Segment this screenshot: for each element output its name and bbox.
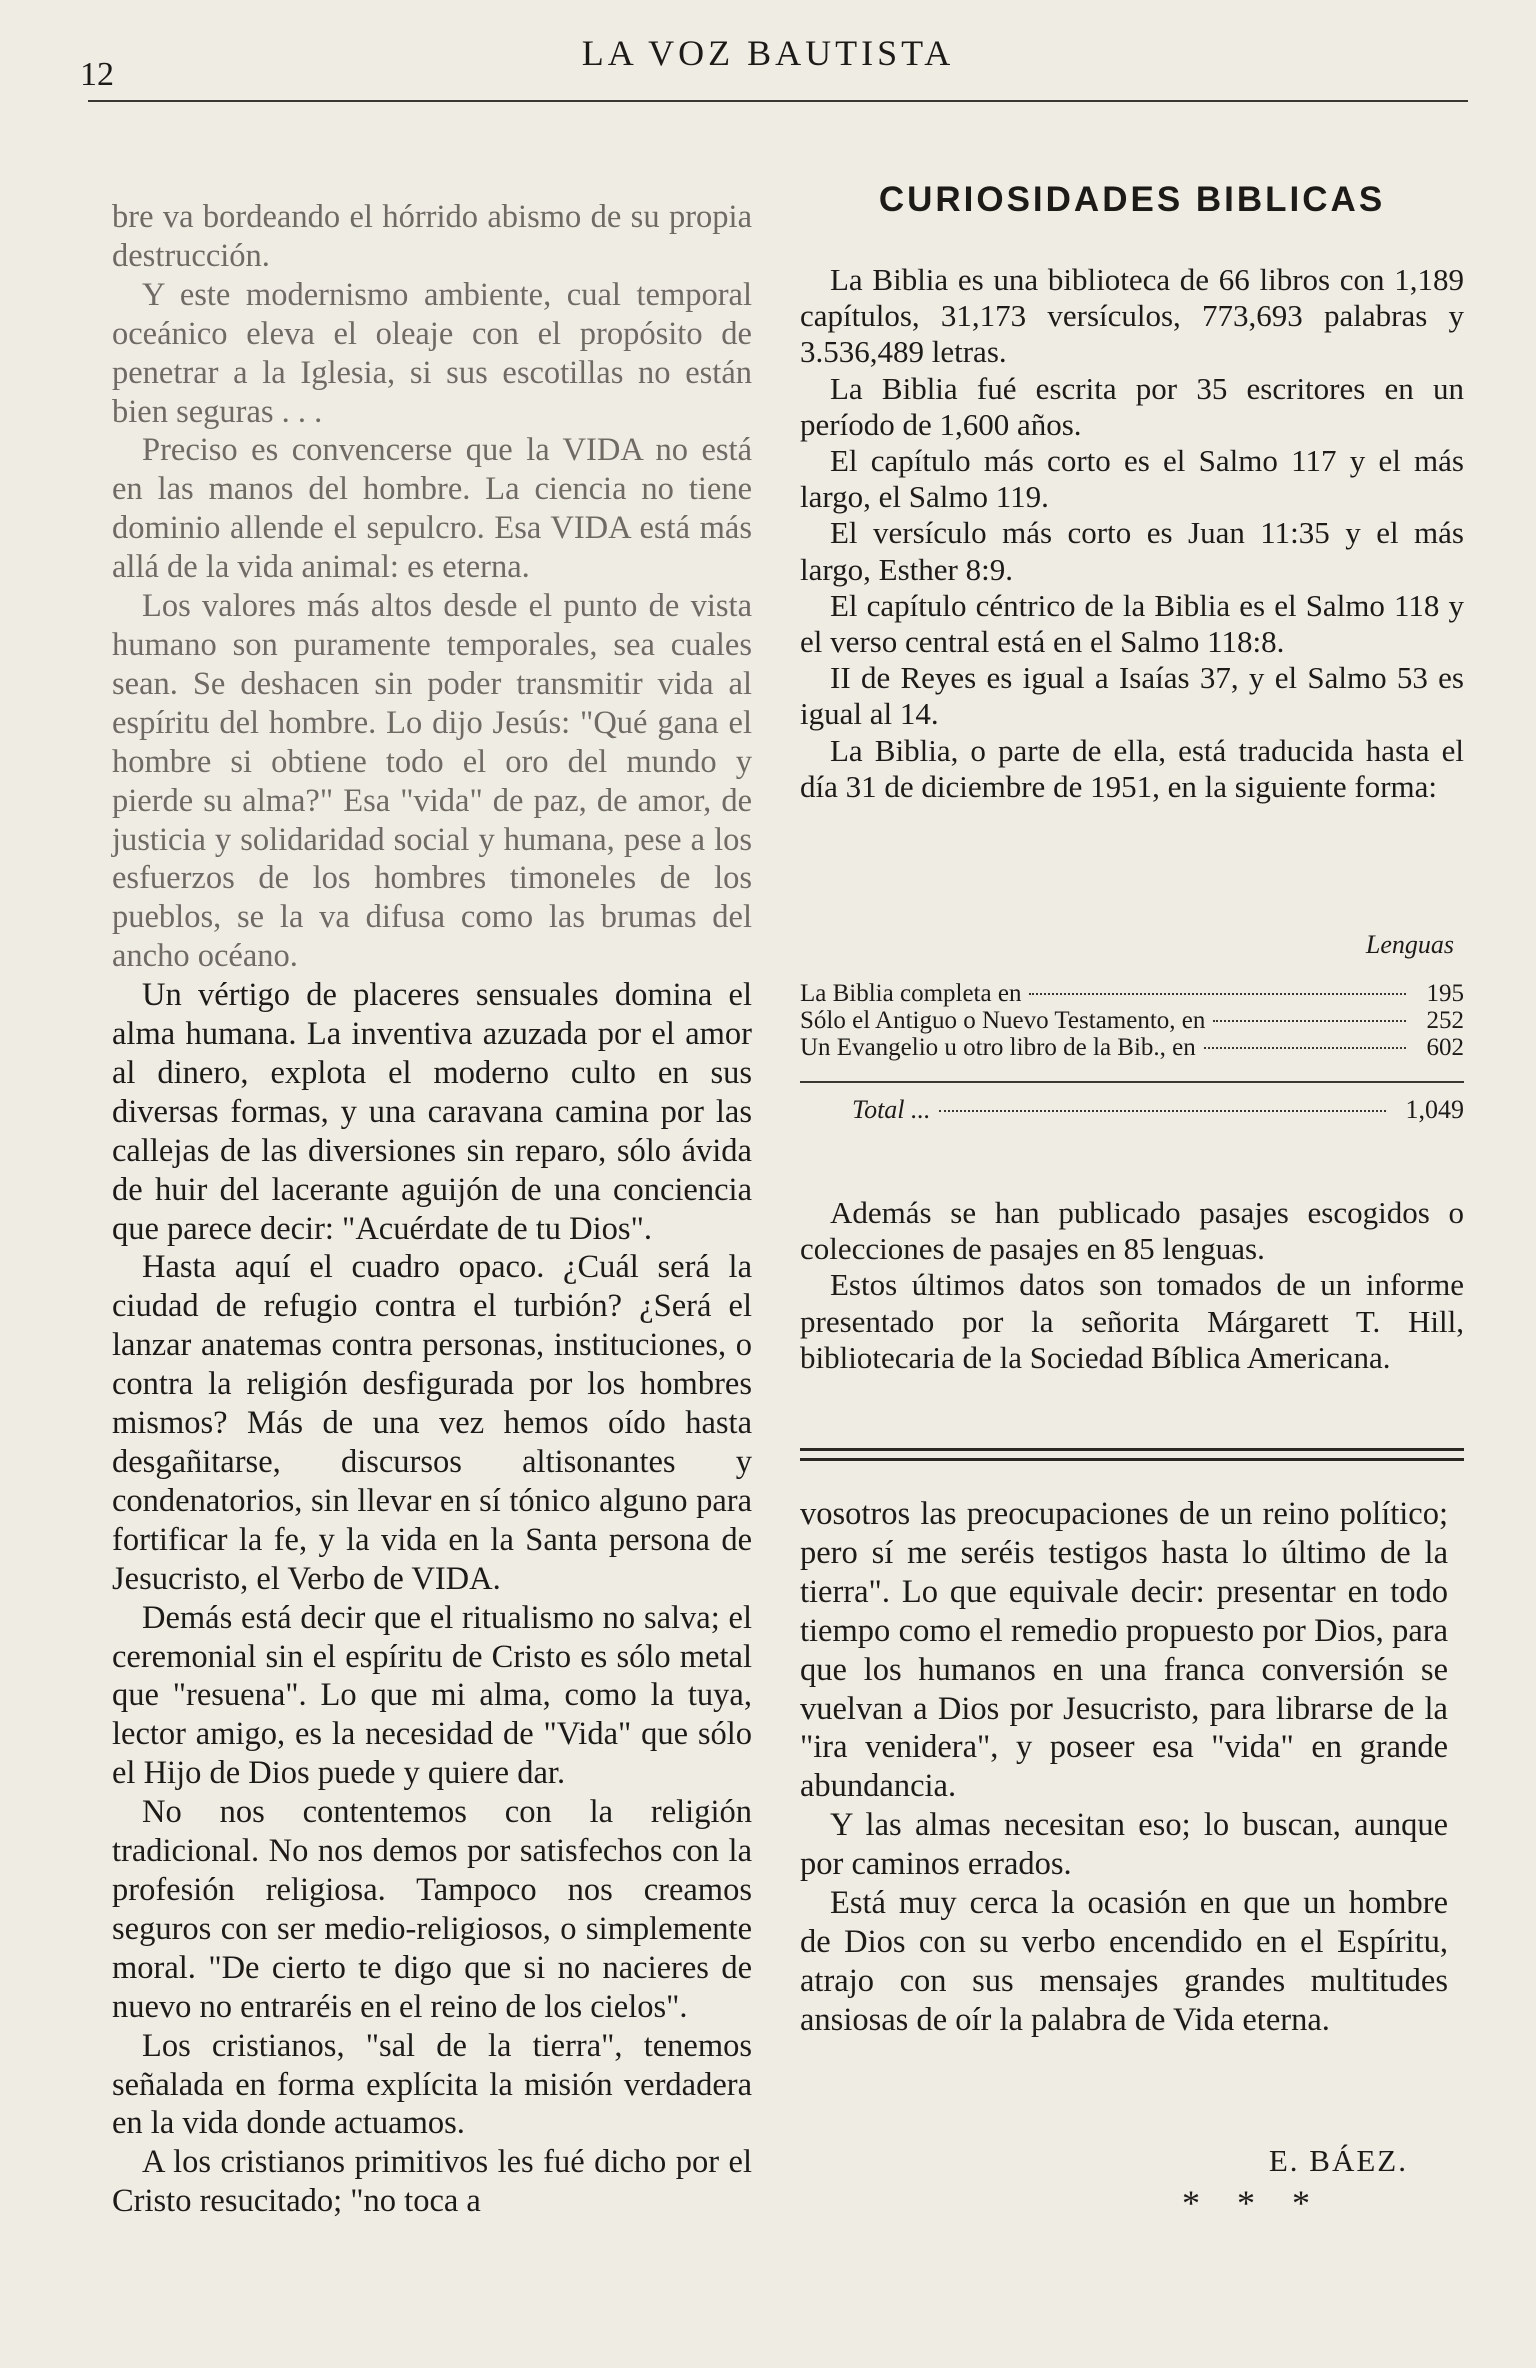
table-row-value: 602 xyxy=(1426,1034,1464,1061)
left-paragraph-8: No nos contentemos con la religión tradicional. No nos demos por satisfechos con la profesión religiosa. Tampoco nos creamos seguros con ser medio-religiosos, o simplemente moral. "De cierto te digo que si no nacieres de nuevo no entraréis en el reino de los cielos". xyxy=(112,1794,752,2025)
left-paragraph-10: A los cristianos primitivos les fué dicho por el Cristo resucitado; "no toca a xyxy=(112,2144,752,2220)
leader-dots xyxy=(1204,1047,1406,1049)
curiosidad-paragraph-2: La Biblia fué escrita por 35 escritores en un período de 1,600 años. xyxy=(800,370,1464,442)
translation-table xyxy=(800,930,1464,1125)
left-paragraph-9: Los cristianos, "sal de la tierra", tenemos señalada en forma explícita la misión verdadera en la vida donde actuamos. xyxy=(112,2027,752,2142)
curiosidad-paragraph-3: El capítulo más corto es el Salmo 117 y el más largo, el Salmo 119. xyxy=(800,443,1464,515)
left-paragraph-2: Y este modernismo ambiente, cual temporal oceánico eleva el oleaje con el propósito de penetrar a la Iglesia, si sus escotillas no están bien seguras . . . xyxy=(112,276,752,430)
curiosidad-paragraph-1: La Biblia es una biblioteca de 66 libros con 1,189 capítulos, 31,173 versículos, 773,693 palabras y 3.536,489 letras. xyxy=(800,262,1464,370)
continuation-paragraph-2: Y las almas necesitan eso; lo buscan, aunque por caminos errados. xyxy=(800,1807,1448,1883)
table-row-value: 195 xyxy=(1426,980,1464,1007)
left-column-text xyxy=(112,198,752,2221)
continuation-paragraph-3: Está muy cerca la ocasión en que un hombre de Dios con su verbo encendido en el Espíritu, atrajo con sus mensajes grandes multitudes ansiosas de oír la palabra de Vida eterna. xyxy=(800,1885,1448,2038)
article-continuation xyxy=(800,1495,1448,2040)
left-paragraph-4: Los valores más altos desde el punto de vista humano son puramente temporales, sea cuales sean. Se deshacen sin poder transmitir vida al espíritu del hombre. Lo dijo Jesús: "Qué gana el hombre si obtiene todo el oro del mundo y pierde su alma?" Esa "vida" de paz, de amor, de justicia y solidaridad social y humana, pese a los esfuerzos de los hombres timoneles de los pueblos, se la va difusa como las brumas del ancho océano. xyxy=(112,588,752,975)
table-row xyxy=(800,1007,1464,1034)
curiosidad-paragraph-4: El versículo más corto es Juan 11:35 y el más largo, Esther 8:9. xyxy=(800,515,1464,587)
ornament-asterisks: * * * xyxy=(1182,2183,1324,2223)
curiosidades-closing xyxy=(800,1195,1464,1376)
table-row-value: 252 xyxy=(1426,1007,1464,1034)
left-paragraph-3: Preciso es convencerse que la VIDA no está en las manos del hombre. La ciencia no tiene dominio allende el sepulcro. Esa VIDA está más allá de la vida animal: es eterna. xyxy=(112,432,752,586)
table-row xyxy=(800,1034,1464,1061)
leader-dots xyxy=(1213,1020,1406,1022)
page-number: 12 xyxy=(80,56,114,93)
header-rule xyxy=(88,100,1468,102)
running-title: LA VOZ BAUTISTA xyxy=(581,33,955,73)
left-paragraph-7: Demás está decir que el ritualismo no salva; el ceremonial sin el espíritu de Cristo es sólo metal que "resuena". Lo que mi alma, como la tuya, lector amigo, es la necesidad de "Vida" que sólo el Hijo de Dios puede y quiere dar. xyxy=(112,1599,752,1792)
left-paragraph-5: Un vértigo de placeres sensuales domina el alma humana. La inventiva azuzada por el amor al dinero, explota el moderno culto en sus diversas formas, y una caravana camina por las callejas de las diversiones sin reparo, sólo ávida de huir del lacerante aguijón de una conciencia que parece decir: "Acuérdate de tu Dios". xyxy=(112,977,752,1247)
table-row-label: Un Evangelio u otro libro de la Bib., en xyxy=(800,1034,1196,1061)
leader-dots xyxy=(1029,993,1406,995)
curiosidad-paragraph-6: II de Reyes es igual a Isaías 37, y el Salmo 53 es igual al 14. xyxy=(800,660,1464,732)
table-total-row xyxy=(800,1095,1464,1125)
table-row-label: La Biblia completa en xyxy=(800,980,1022,1007)
author-signature: E. BÁEZ. xyxy=(1268,2143,1408,2178)
section-divider-bottom xyxy=(800,1458,1464,1461)
curiosidad-paragraph-7: La Biblia, o parte de ella, está traducida hasta el día 31 de diciembre de 1951, en la siguiente forma: xyxy=(800,732,1464,804)
section-divider-top xyxy=(800,1448,1464,1451)
left-paragraph-6: Hasta aquí el cuadro opaco. ¿Cuál será la ciudad de refugio contra el turbión? ¿Será el lanzar anatemas contra personas, instituciones, o contra la religión desfigurada por los hombres mismos? Más de una vez hemos oído hasta desgañitarse, discursos altisonantes y condenatorios, sin llevar en sí tónico alguno para fortificar la fe, y la vida en la Santa persona de Jesucristo, el Verbo de VIDA. xyxy=(112,1249,752,1597)
table-row-label: Sólo el Antiguo o Nuevo Testamento, en xyxy=(800,1007,1206,1034)
left-paragraph-1: bre va bordeando el hórrido abismo de su propia destrucción. xyxy=(112,199,752,274)
continuation-paragraph-1: vosotros las preocupaciones de un reino político; pero sí me seréis testigos hasta lo último de la tierra". Lo que equivale decir: presentar en todo tiempo como el remedio propuesto por Dios, para que los humanos en una franca conversión se vuelvan a Dios por Jesucristo, para librarse de la "ira venidera", y poseer esa "vida" en grande abundancia. xyxy=(800,1496,1448,1805)
closing-paragraph-2: Estos últimos datos son tomados de un informe presentado por la señorita Márgarett T. Hill, bibliotecaria de la Sociedad Bíblica Americana. xyxy=(800,1267,1464,1375)
closing-paragraph-1: Además se han publicado pasajes escogidos o colecciones de pasajes en 85 lenguas. xyxy=(800,1195,1464,1267)
table-row xyxy=(800,980,1464,1007)
curiosidades-intro xyxy=(800,262,1464,805)
table-total-label: Total ... xyxy=(852,1095,931,1124)
section-title-curiosidades: CURIOSIDADES BIBLICAS xyxy=(878,180,1386,219)
table-total-value: 1,049 xyxy=(1405,1095,1464,1124)
curiosidad-paragraph-5: El capítulo céntrico de la Biblia es el Salmo 118 y el verso central está en el Salmo 118:8. xyxy=(800,587,1464,660)
table-unit-label: Lenguas xyxy=(1365,930,1454,959)
leader-dots xyxy=(939,1110,1386,1112)
table-total-rule xyxy=(800,1081,1464,1083)
